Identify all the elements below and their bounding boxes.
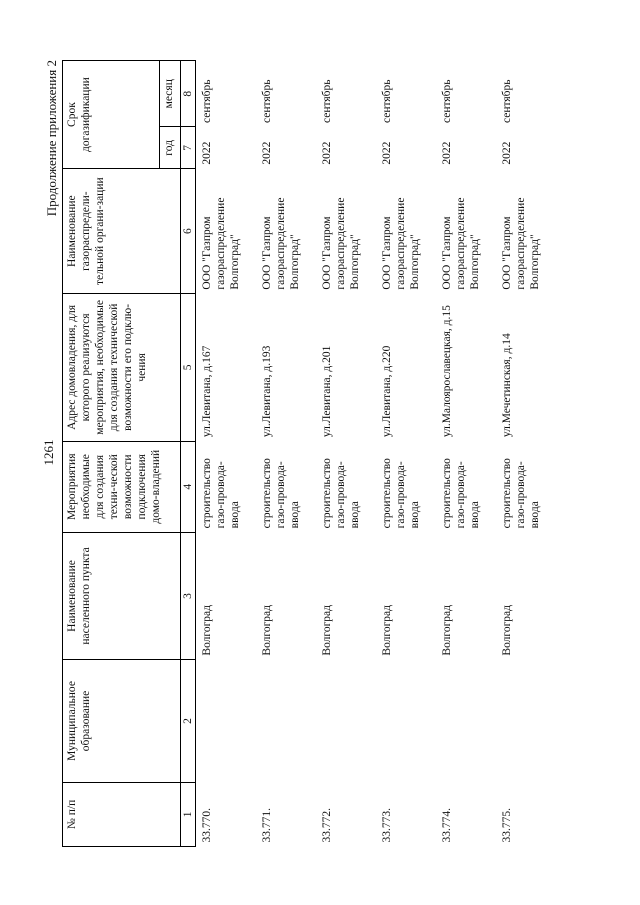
cell-month: сентябрь [201,79,214,123]
column-number: 2 [181,660,196,783]
header-settlement: Наименование населенного пункта [63,532,181,659]
cell-year: 2022 [441,141,454,165]
cell-settlement: Волгоград [321,604,334,656]
cell-municipality [256,660,316,783]
cell-measures: строительство газо-провода-ввода [261,458,302,529]
cell-organization: ООО "Газпром газораспределение Волгоград" [201,197,242,290]
column-number: 4 [181,441,196,532]
cell-settlement: Волгоград [261,604,274,656]
page-number: 1261 [41,439,56,466]
column-number-row [181,61,196,847]
cell-year: 2022 [321,141,334,165]
column-number: 3 [181,532,196,659]
cell-num: 33.772. [321,808,334,843]
cell-year: 2022 [501,141,514,165]
cell-month: сентябрь [381,79,394,123]
cell-address: ул.Левитана, д.220 [381,345,394,438]
cell-municipality [316,660,376,783]
cell-month: сентябрь [261,79,274,123]
cell-settlement: Волгоград [201,604,214,656]
cell-municipality [196,660,257,783]
cell-num: 33.771. [261,808,274,843]
column-number: 1 [181,782,196,846]
header-address: Адрес домовладения, для которого реализуются мероприятия, необходимые для создания технической возможности его подклю-чения [63,294,181,442]
cell-month: сентябрь [321,79,334,123]
cell-year: 2022 [381,141,394,165]
header-organization: Наименование газораспредели-тельной органи-зации [63,169,181,294]
cell-month: сентябрь [441,79,454,123]
gasification-table [62,60,556,847]
header-month: месяц [160,61,181,128]
header-measures: Мероприятия необходимые для создания техни-ческой возможности подключения домо-владений [63,441,181,532]
cell-num: 33.774. [441,808,454,843]
cell-organization: ООО "Газпром газораспределение Волгоград" [501,197,542,290]
table-row [196,61,257,847]
cell-organization: ООО "Газпром газораспределение Волгоград" [261,197,302,290]
header-deadline: Срок догазификации [63,61,160,169]
cell-address: ул.Левитана, д.193 [261,345,274,438]
cell-municipality [376,660,436,783]
table-row [316,61,376,847]
cell-organization: ООО "Газпром газораспределение Волгоград" [321,197,362,290]
cell-num: 33.775. [501,808,514,843]
cell-municipality [436,660,496,783]
continuation-note: Продолжение приложения 2 [44,60,59,217]
cell-year: 2022 [201,141,214,165]
cell-num: 33.770. [201,808,214,843]
header-year: год [160,127,181,169]
cell-measures: строительство газо-провода-ввода [381,458,422,529]
cell-address: ул.Левитана, д.167 [201,345,214,438]
table-row [376,61,436,847]
column-number: 8 [181,61,196,128]
table-row [496,61,556,847]
header-municipality: Муниципальное образование [63,660,181,783]
cell-measures: строительство газо-провода-ввода [201,458,242,529]
table-row [256,61,316,847]
cell-measures: строительство газо-провода-ввода [441,458,482,529]
header-num: № п/п [63,782,181,846]
cell-address: ул.Левитана, д.201 [321,345,334,438]
cell-month: сентябрь [501,79,514,123]
column-number: 7 [181,127,196,169]
cell-settlement: Волгоград [441,604,454,656]
cell-address: ул.Мечетинская, д.14 [501,333,514,438]
cell-settlement: Волгоград [501,604,514,656]
cell-settlement: Волгоград [381,604,394,656]
cell-organization: ООО "Газпром газораспределение Волгоград" [441,197,482,290]
cell-num: 33.773. [381,808,394,843]
table-row [436,61,496,847]
cell-organization: ООО "Газпром газораспределение Волгоград" [381,197,422,290]
cell-year: 2022 [261,141,274,165]
cell-address: ул.Малоярославецкая, д.15 [441,305,454,438]
table-header-row [63,61,160,847]
cell-measures: строительство газо-провода-ввода [321,458,362,529]
column-number: 6 [181,169,196,294]
column-number: 5 [181,294,196,442]
cell-measures: строительство газо-провода-ввода [501,458,542,529]
cell-municipality [496,660,556,783]
